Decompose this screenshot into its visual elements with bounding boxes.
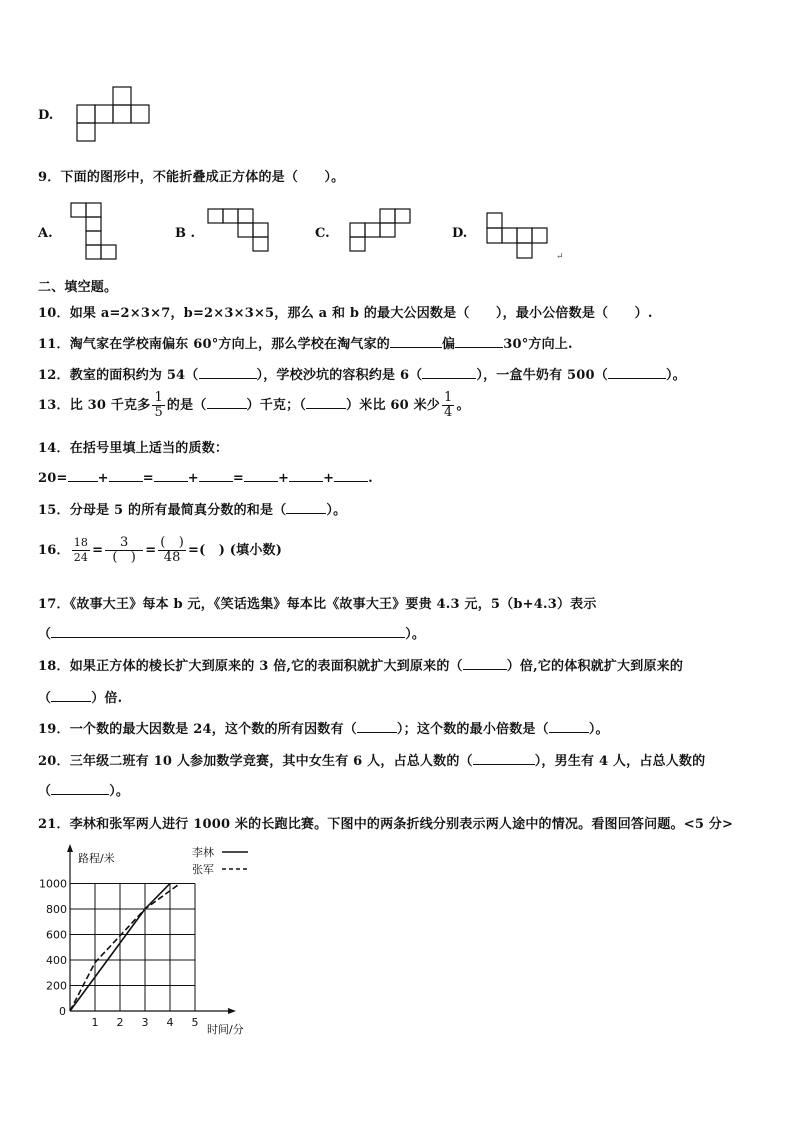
q11-blank-2[interactable] — [455, 335, 503, 348]
q17-close: ）。 — [405, 627, 426, 642]
y-tick-label: 600 — [46, 928, 67, 942]
q19-text — [38, 718, 609, 737]
x-tick-label: 5 — [191, 1016, 199, 1029]
q18-line1 — [38, 655, 683, 674]
q19-part2: ）；这个数的最小倍数是（ — [396, 722, 549, 737]
q14-equals: = — [232, 471, 244, 486]
q8-option-d-label: D. — [38, 108, 54, 123]
q9-option-a-cube-net — [70, 202, 120, 264]
q20-part1: 20．三年级二班有 10 人参加数学竞赛，其中女生有 6 人，占总人数的（ — [38, 754, 473, 769]
q17-open: （ — [38, 627, 52, 642]
q18-part2: ）倍,它的体积就扩大到原来的 — [506, 659, 684, 674]
q13-fraction-2-numerator: 1 — [444, 390, 453, 405]
q16-equals: = — [92, 543, 104, 558]
q14-text: 14．在括号里填上适当的质数： — [38, 441, 229, 456]
q18-line2 — [38, 687, 122, 706]
q13-fraction-1-denominator: 5 — [154, 405, 163, 420]
y-axis-arrow — [67, 844, 73, 852]
q9-option-d-label: D. — [452, 226, 468, 241]
q12-blank-3[interactable] — [608, 366, 666, 379]
q18-part1: 18．如果正方体的棱长扩大到原来的 3 倍,它的表面积就扩大到原来的（ — [38, 659, 463, 674]
q16-equals: = — [145, 543, 157, 558]
x-axis-label: 时间/分 — [207, 1023, 244, 1036]
q13-blank-1[interactable] — [207, 396, 247, 409]
y-tick-label: 1000 — [39, 877, 67, 891]
q8-option-d-cube-net — [76, 86, 152, 146]
q16-text — [38, 536, 282, 565]
q16-fraction-3 — [158, 536, 186, 565]
q16-tail: =( ) (填小数) — [188, 543, 283, 558]
q11-part2: 偏 — [442, 337, 456, 352]
q11-part1: 11．淘气家在学校南偏东 60°方向上，那么学校在淘气家的 — [38, 337, 391, 352]
q12-blank-1[interactable] — [199, 366, 257, 379]
q12-part2: ），学校沙坑的容积约是 6（ — [256, 368, 423, 383]
q12-part4: ）。 — [665, 368, 686, 383]
q13-text — [38, 391, 470, 420]
q9-option-b-label: B . — [175, 226, 196, 241]
q18-blank-1[interactable] — [463, 657, 507, 670]
q14-blank-4[interactable] — [199, 469, 233, 482]
q13-part5: 。 — [456, 398, 470, 413]
q9-option-c-cube-net — [349, 208, 413, 256]
q20-blank-1[interactable] — [473, 752, 535, 765]
q14-blank-1[interactable] — [68, 469, 98, 482]
q18-open: （ — [38, 691, 52, 706]
q16-fraction-1-denominator: 24 — [73, 551, 89, 564]
q13-fraction-2 — [442, 391, 454, 420]
q11-blank-1[interactable] — [390, 335, 442, 348]
q18-blank-2[interactable] — [51, 689, 91, 702]
q19-blank-2[interactable] — [549, 720, 589, 733]
q14-start: 20= — [38, 471, 68, 486]
q14-plus: + — [187, 471, 199, 486]
chart-grid — [70, 884, 195, 1012]
q21-text: 21．李林和张军两人进行 1000 米的长跑比赛。下图中的两条折线分别表示两人途中的情况。看图回答问题。<5 分> — [38, 817, 734, 832]
q14-equation — [38, 469, 373, 486]
q13-part2: 的是（ — [166, 398, 207, 413]
q14-end: . — [368, 471, 373, 486]
q9-option-d-cube-net — [486, 212, 550, 260]
q12-text — [38, 364, 686, 383]
q14-equals: = — [142, 471, 154, 486]
origin-label: 0 — [59, 1005, 66, 1018]
chart-ticks — [39, 878, 199, 1030]
q12-part3: ），一盒牛奶有 500（ — [476, 368, 608, 383]
q15-text — [38, 499, 346, 518]
q13-part4: ）米比 60 米少 — [346, 398, 440, 413]
x-tick-label: 3 — [141, 1016, 149, 1029]
chart-series — [70, 884, 180, 1012]
q14-blank-7[interactable] — [334, 469, 368, 482]
q20-line2 — [38, 780, 129, 799]
legend-label: 张军 — [192, 863, 214, 876]
q16-label: 16． — [38, 543, 70, 558]
q12-blank-2[interactable] — [422, 366, 476, 379]
chart-legend — [192, 845, 248, 876]
q16-fraction-3-numerator[interactable]: ( ) — [160, 535, 185, 550]
series-line-zhangjun — [70, 884, 180, 1012]
x-tick-label: 1 — [91, 1016, 99, 1029]
q19-blank-1[interactable] — [357, 720, 397, 733]
q20-blank-2[interactable] — [51, 782, 109, 795]
q20-open: （ — [38, 784, 52, 799]
q20-line1 — [38, 750, 705, 769]
q14-plus: + — [323, 471, 335, 486]
q19-part3: ）。 — [588, 722, 609, 737]
q14-plus: + — [277, 471, 290, 486]
q14-blank-6[interactable] — [289, 469, 323, 482]
q17-line2 — [38, 623, 425, 642]
q13-part3: ）千克；（ — [246, 398, 307, 413]
q9-option-b-cube-net — [207, 208, 271, 256]
q9-text: 9．下面的图形中，不能折叠成正方体的是（ ）。 — [38, 170, 345, 185]
q12-part1: 12．教室的面积约为 54（ — [38, 368, 199, 383]
q11-text — [38, 333, 573, 352]
q13-fraction-1-numerator: 1 — [154, 390, 163, 405]
paragraph-mark: ↵ — [556, 252, 564, 262]
q21-line-chart — [30, 842, 260, 1037]
q15-part1: 15．分母是 5 的所有最简真分数的和是（ — [38, 503, 287, 518]
q11-part3: 30°方向上. — [503, 337, 573, 352]
q9-option-a-label: A. — [38, 226, 53, 241]
q14-blank-5[interactable] — [244, 469, 278, 482]
q20-part2: ），男生有 4 人，占总人数的 — [534, 754, 706, 769]
q16-fraction-1-numerator: 18 — [73, 536, 89, 549]
q16-fraction-2-denominator[interactable]: ( ) — [112, 550, 137, 565]
q14-blank-2[interactable] — [109, 469, 143, 482]
q16-fraction-2 — [105, 536, 143, 565]
q20-close: ）。 — [109, 784, 130, 799]
x-tick-label: 2 — [116, 1016, 124, 1029]
q17-line1: 17．《故事大王》每本 b 元，《笑话选集》每本比《故事大王》要贵 4.3 元，5（b+4.3）表示 — [38, 597, 597, 612]
q16-fraction-1 — [72, 536, 90, 565]
q13-part1: 13．比 30 千克多 — [38, 398, 151, 413]
chart-axes — [67, 844, 244, 1036]
q10-text: 10．如果 a=2×3×7，b=2×3×3×5，那么 a 和 b 的最大公因数是（ ），最小公倍数是（ ）. — [38, 306, 653, 321]
q16-fraction-2-numerator: 3 — [105, 536, 143, 551]
y-tick-label: 400 — [46, 954, 67, 967]
y-axis-label: 路程/米 — [78, 852, 115, 865]
x-axis-arrow — [228, 1008, 236, 1014]
x-tick-label: 4 — [166, 1016, 174, 1029]
q13-fraction-2-denominator: 4 — [444, 405, 453, 420]
section-2-title: 二、填空题。 — [38, 280, 118, 295]
q14-plus: + — [97, 471, 109, 486]
legend-label: 李林 — [192, 846, 214, 859]
q17-blank[interactable] — [51, 625, 405, 638]
q9-option-c-label: C. — [315, 226, 330, 241]
q18-part3: ）倍. — [91, 691, 123, 706]
q15-blank[interactable] — [286, 501, 326, 514]
q16-fraction-3-denominator: 48 — [163, 550, 181, 565]
y-tick-label: 200 — [46, 979, 67, 993]
q19-part1: 19．一个数的最大因数是 24，这个数的所有因数有（ — [38, 722, 357, 737]
q14-blank-3[interactable] — [154, 469, 188, 482]
q13-blank-2[interactable] — [306, 396, 346, 409]
y-tick-label: 800 — [46, 903, 67, 916]
q13-fraction-1 — [152, 391, 164, 420]
q15-part2: ）。 — [326, 503, 347, 518]
